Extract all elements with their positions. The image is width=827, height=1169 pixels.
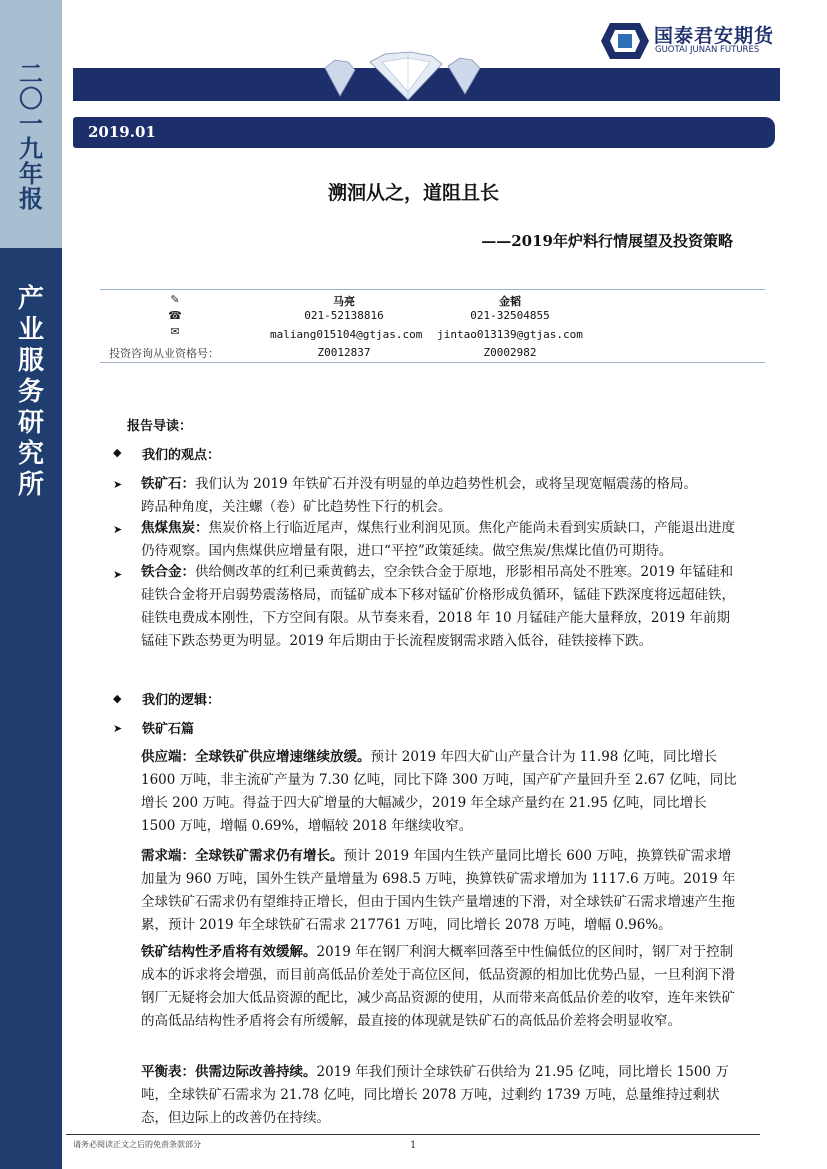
view-text: 焦炭价格上行临近尾声，煤焦行业利润见顶。焦化产能尚未看到实质缺口，产能退出进度仍待观察。国内焦煤供应增量有限，进口“平控”政策延续。做空焦炭/焦煤比值仍可期待。 bbox=[141, 520, 735, 559]
analyst-license: Z0002982 bbox=[483, 346, 537, 359]
analyst-name: 马亮 bbox=[333, 295, 355, 308]
phone-icon: ☎ bbox=[168, 309, 182, 322]
view-label: 焦煤焦炭： bbox=[141, 520, 209, 536]
date-bar bbox=[73, 117, 775, 148]
analyst-email[interactable]: jintao013139@gtjas.com bbox=[437, 328, 583, 341]
view-text-2: 跨品种角度，关注螺（卷）矿比趋势性下行的机会。 bbox=[141, 499, 452, 515]
logic-heading: 我们的逻辑： bbox=[142, 693, 221, 708]
analyst-email[interactable]: maliang015104@gtjas.com bbox=[270, 328, 423, 341]
arrow-bullet-icon: ➤ bbox=[113, 722, 123, 735]
iron-ore-section-heading: 铁矿石篇 bbox=[142, 722, 195, 737]
paragraph-text: 预计 2019 年四大矿山产量合计为 11.98 亿吨，同比增长 1600 万吨，非主流矿产量为 7.30 亿吨，同比下降 300 万吨，国产矿产量回升至 2.67 亿吨，同比增长 200 万吨。得益于四大矿增量的大幅减少，2019 年全球产量约在 21.95 亿吨，同比增长 1500 万吨，增幅 0.69%，增幅较 2018 年继续收窄。 bbox=[141, 749, 737, 834]
view-iron-ore bbox=[141, 473, 741, 519]
arrow-bullet-icon: ➤ bbox=[113, 478, 123, 491]
analyst-license: Z0012837 bbox=[317, 346, 371, 359]
report-subtitle: ——2019年炉料行情展望及投资策略 bbox=[481, 232, 733, 250]
analyst-phone: 021-32504855 bbox=[470, 309, 550, 322]
brand-name-en: GUOTAI JUNAN FUTURES bbox=[655, 45, 760, 55]
view-text: 我们认为 2019 年铁矿石并没有明显的单边趋势性机会，或将呈现宽幅震荡的格局。 bbox=[195, 476, 697, 492]
paragraph-text: 2019 年我们预计全球铁矿石供给为 21.95 亿吨，同比增长 1500 万吨，全球铁矿石需求为 21.78 亿吨，同比增长 2078 万吨，过剩约 1739 万吨，总量维持过剩状态，但边际上的改善仍在持续。 bbox=[141, 1064, 729, 1126]
view-label: 铁合金： bbox=[141, 564, 195, 580]
report-date: 2019.01 bbox=[88, 123, 156, 141]
view-coke-coal bbox=[141, 517, 741, 563]
balance-paragraph bbox=[141, 1061, 741, 1130]
supply-paragraph bbox=[141, 746, 741, 838]
paragraph-label: 供应端：全球铁矿供应增速继续放缓。 bbox=[141, 749, 371, 765]
view-ferroalloy bbox=[141, 561, 741, 653]
analyst-phone: 021-52138816 bbox=[304, 309, 384, 322]
views-heading: 我们的观点： bbox=[142, 448, 221, 463]
qualification-label: 投资咨询从业资格号： bbox=[109, 347, 219, 360]
mail-icon: ✉ bbox=[170, 325, 180, 338]
footer-rule bbox=[66, 1134, 760, 1135]
view-label: 铁矿石： bbox=[141, 476, 195, 492]
brand-mark-icon bbox=[600, 22, 650, 60]
contact-top-rule bbox=[100, 289, 765, 290]
brand-logo bbox=[600, 19, 790, 63]
guide-heading: 报告导读： bbox=[127, 419, 193, 434]
sidebar-year-label: 二 〇 一 九 年 报 bbox=[19, 60, 43, 213]
footer-disclaimer: 请务必阅读正文之后的免责条款部分 bbox=[73, 1140, 201, 1149]
paragraph-text: 2019 年在钢厂利润大概率回落至中性偏低位的区间时，钢厂对于控制成本的诉求将会增强，而目前高低品价差处于高位区间，低品资源的相加比优势凸显，一旦利润下滑钢厂无疑将会加大低品资源的配比，减少高品资源的使用，从而带来高低品价差的收窄，连年来铁矿的高低品结构性矛盾将会有所缓解，最直接的体现就是铁矿石的高低品价差将会明显收窄。 bbox=[141, 944, 735, 1029]
structure-paragraph bbox=[141, 941, 741, 1033]
arrow-bullet-icon: ➤ bbox=[113, 568, 123, 581]
paragraph-label: 铁矿结构性矛盾将有效缓解。 bbox=[141, 944, 317, 960]
paragraph-label: 平衡表：供需边际改善持续。 bbox=[141, 1064, 317, 1080]
view-text: 供给侧改革的红利已乘黄鹤去，空余铁合金于原地，形影相吊高处不胜寒。2019 年锰硅和硅铁合金将开启弱势震荡格局，而锰矿成本下移对锰矿价格形成负循环，锰硅下跌深度将远超硅铁，硅铁电费成本刚性，下方空间有限。从节奏来看，2018 年 10 月锰硅产能大量释放，2019 年前期锰硅下跌态势更为明显。2019 年后期由于长流程废钢需求踏入低谷，硅铁接棒下跌。 bbox=[141, 564, 735, 649]
brand-name-cn: 国泰君安期货 bbox=[654, 25, 775, 47]
contact-bottom-rule bbox=[100, 362, 765, 363]
pen-icon: ✎ bbox=[170, 293, 180, 306]
diamond-decoration-icon bbox=[320, 48, 490, 103]
diamond-bullet-icon: ◆ bbox=[113, 446, 122, 459]
demand-paragraph bbox=[141, 845, 741, 937]
paragraph-label: 需求端：全球铁矿需求仍有增长。 bbox=[141, 848, 344, 864]
diamond-bullet-icon: ◆ bbox=[113, 692, 122, 705]
page-number: 1 bbox=[410, 1140, 417, 1151]
arrow-bullet-icon: ➤ bbox=[113, 523, 123, 536]
paragraph-text: 预计 2019 年国内生铁产量同比增长 600 万吨，换算铁矿需求增加量为 960 万吨，国外生铁产量增量为 698.5 万吨，换算铁矿需求增加为 1117.6 万吨。2019 年全球铁矿石需求仍有望维持正增长，但由于国内生铁产量增速的下滑，对全球铁矿石需求增速产生拖累，预计 2019 年全球铁矿石需求 217761 万吨，同比增长 2078 万吨，增幅 0.96%。 bbox=[141, 848, 736, 933]
analyst-name: 金韬 bbox=[499, 295, 521, 308]
sidebar-dept-label: 产 业 服 务 研 究 所 bbox=[17, 284, 44, 500]
report-title: 溯洄从之，道阻且长 bbox=[327, 182, 499, 204]
